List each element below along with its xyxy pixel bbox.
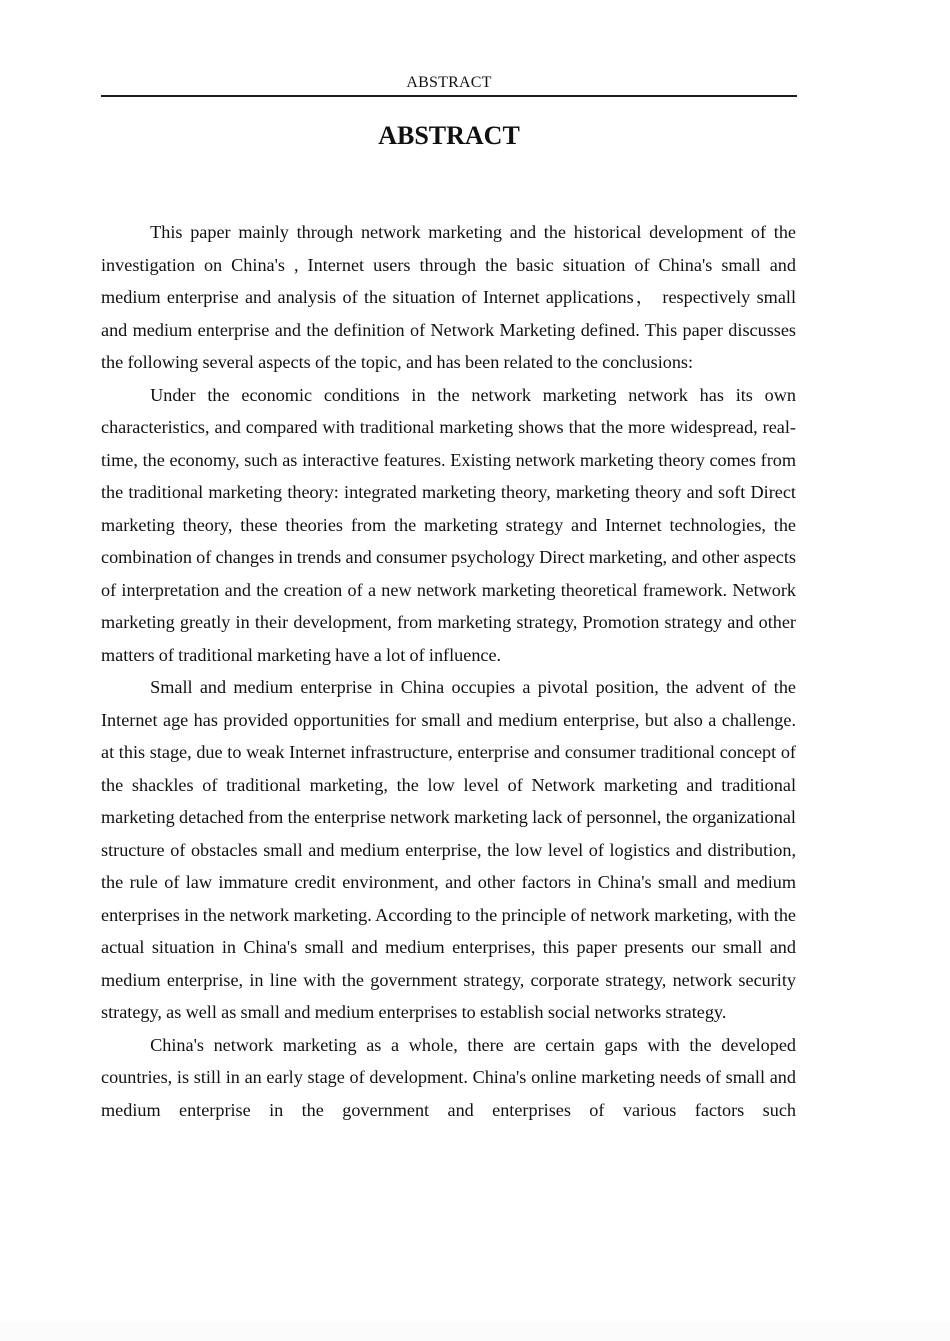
paragraph-4: China's network marketing as a whole, there are certain gaps with the developed countries, is still in an early stage of development. China's online marketing needs of small and medium enterprise in the government and enterprises of various factors such — [101, 1034, 796, 1120]
scan-bottom-edge — [0, 1322, 950, 1341]
abstract-body — [101, 216, 796, 1126]
header-rule — [101, 95, 797, 97]
running-header: ABSTRACT — [406, 74, 492, 91]
paragraph-2: Under the economic conditions in the network marketing network has its own characteristics, and compared with traditional marketing shows that the more widespread, real-time, the economy, such as interactive features. Existing network marketing theory comes from the traditional marketing theory: integrated marketing theory, marketing theory and soft Direct marketing theory, these theories from the marketing strategy and Internet technologies, the combination of changes in trends and consumer psychology Direct marketing, and other aspects of interpretation and the creation of a new network marketing theoretical framework. Network marketing greatly in their development, from marketing strategy, Promotion strategy and other matters of traditional marketing have a lot of influence. — [101, 384, 796, 665]
page-title: ABSTRACT — [378, 121, 520, 150]
paragraph-3: Small and medium enterprise in China occupies a pivotal position, the advent of the Internet age has provided opportunities for small and medium enterprise, but also a challenge. at this stage, due to weak Internet infrastructure, enterprise and consumer traditional concept of the shackles of traditional marketing, the low level of Network marketing and traditional marketing detached from the enterprise network marketing lack of personnel, the organizational structure of obstacles small and medium enterprise, the low level of logistics and distribution, the rule of law immature credit environment, and other factors in China's small and medium enterprises in the network marketing. According to the principle of network marketing, with the actual situation in China's small and medium enterprises, this paper presents our small and medium enterprise, in line with the government strategy, corporate strategy, network security strategy, as well as small and medium enterprises to establish social networks strategy. — [101, 677, 796, 1022]
paragraph-1: This paper mainly through network marketing and the historical development of the investigation on China's , Internet users through the basic situation of China's small and medium enterprise and analysis of the situation of Internet applications， respectively small and medium enterprise and the definition of Network Marketing defined. This paper discusses the following several aspects of the topic, and has been related to the conclusions: — [101, 222, 796, 372]
